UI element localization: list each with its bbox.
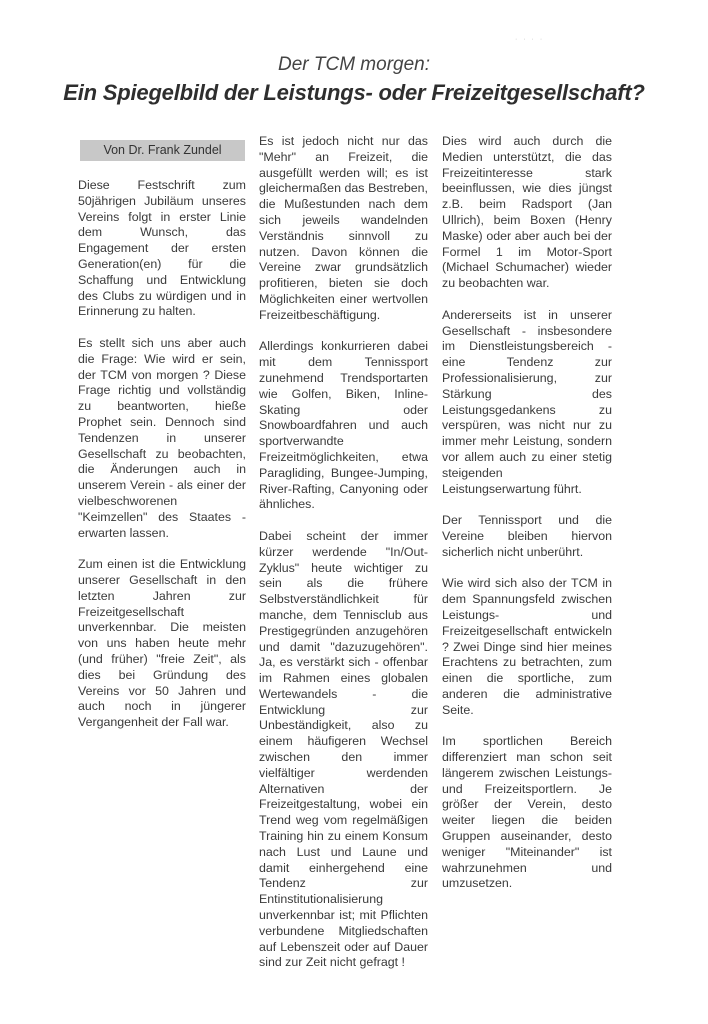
text-column-1 — [78, 178, 246, 747]
text-column-3 — [442, 134, 612, 908]
paragraph: Diese Festschrift zum 50jährigen Jubiläum unseres Vereins folgt in erster Linie dem Wunsch, das Engagement der ersten Generation(en) für die Schaffung und Entwicklung des Clubs zu würdigen und in Erinnerung zu halten. — [78, 178, 246, 319]
article-kicker: Der TCM morgen: — [277, 54, 431, 75]
paragraph: Dies wird auch durch die Medien unterstützt, die das Freizeitinteresse stark beeinflussen, wie dies jüngst z.B. beim Radsport (Jan Ullrich), beim Boxen (Henry Maske) oder aber auch bei der Formel 1 im Motor-Sport (Michael Schumacher) wieder zu beobachten war. — [442, 134, 612, 291]
paragraph: Andererseits ist in unserer Gesellschaft - insbesondere im Dienstleistungsbereich - eine Tendenz zur Professionalisierung, zur Stärkung des Leistungsgedankens zu verspüren, was nicht nur zu immer mehr Leistung, sondern vor allem auch zu einer stetig steigenden Leistungserwartung führt. — [442, 307, 612, 496]
paragraph: Der Tennissport und die Vereine bleiben hiervon sicherlich nicht unberührt. — [442, 513, 612, 559]
paragraph: Es ist jedoch nicht nur das "Mehr" an Freizeit, die ausgefüllt werden will; es ist gleichermaßen das Bestreben, die Mußestunden nach dem sich jeweils wandelnden Verständnis sinnvoll zu nutzen. Davon können die Vereine zwar grundsätzlich profitieren, bieten sie doch Möglichkeiten einer wertvollen Freizeitbeschäftigung. — [259, 134, 428, 322]
article-headline: Ein Spiegelbild der Leistungs- oder Freizeitgesellschaft? — [63, 80, 645, 105]
scan-artifact: · · · · — [515, 36, 545, 40]
paragraph: Wie wird sich also der TCM in dem Spannungsfeld zwischen Leistungs- und Freizeitgesellschaft entwickeln ? Zwei Dinge sind hier meines Erachtens zu betrachten, zum einen die sportliche, zum anderen die administrative Seite. — [442, 576, 612, 717]
paragraph: Es stellt sich uns aber auch die Frage: Wie wird er sein, der TCM von morgen ? Diese Frage richtig und vollständig zu beantworten, hieße Prophet sein. Dennoch sind Tendenzen in unserer Gesellschaft zu beobachten, die Änderungen auch in unserem Verein - als einer der vielbeschworenen "Keimzellen" des Staates - erwarten lassen. — [78, 335, 246, 540]
paragraph: Im sportlichen Bereich differenziert man schon seit längerem zwischen Leistungs- und Freizeitsportlern. Je größer der Verein, desto weiter liegen die beiden Gruppen auseinander, desto weniger "Miteinander" ist wahrzunehmen und umzusetzen. — [442, 734, 612, 891]
paragraph: Zum einen ist die Entwicklung unserer Gesellschaft in den letzten Jahren zur Freizeitgesellschaft unverkennbar. Die meisten von uns haben heute mehr (und früher) "freie Zeit", als dies bei Gründung des Vereins vor 50 Jahren und auch noch in jüngerer Vergangenheit der Fall war. — [78, 557, 246, 730]
text-column-2 — [259, 134, 428, 987]
paragraph: Allerdings konkurrieren dabei mit dem Tennissport zunehmend Trendsportarten wie Golfen, Biken, Inline-Skating oder Snowboardfahren und auch sportverwandte Freizeitmöglichkeiten, etwa Paragliding, Bungee-Jumping, River-Rafting, Canyoning oder ähnliches. — [259, 339, 428, 512]
paragraph: Dabei scheint der immer kürzer werdende "In/Out-Zyklus" heute wichtiger zu sein als die frühere Selbstverständlichkeit für manche, dem Tennisclub aus Prestigegründen anzugehören und damit "dazuzugehören". Ja, es verstärkt sich - offenbar im Rahmen eines globalen Wertewandels - die Entwicklung zur Unbeständigkeit, also zu einem häufigeren Wechsel zwischen den immer vielfältiger werdenden Alternativen der Freizeitgestaltung, wobei ein Trend weg vom regelmäßigen Training hin zu einem Konsum nach Lust und Laune und damit einhergehend eine Tendenz zur Entinstitutionalisierung unverkennbar ist; mit Pflichten verbundene Mitgliedschaften auf Lebenszeit oder auf Dauer sind zur Zeit nicht gefragt ! — [259, 528, 428, 970]
author-byline: Von Dr. Frank Zundel — [80, 140, 245, 161]
